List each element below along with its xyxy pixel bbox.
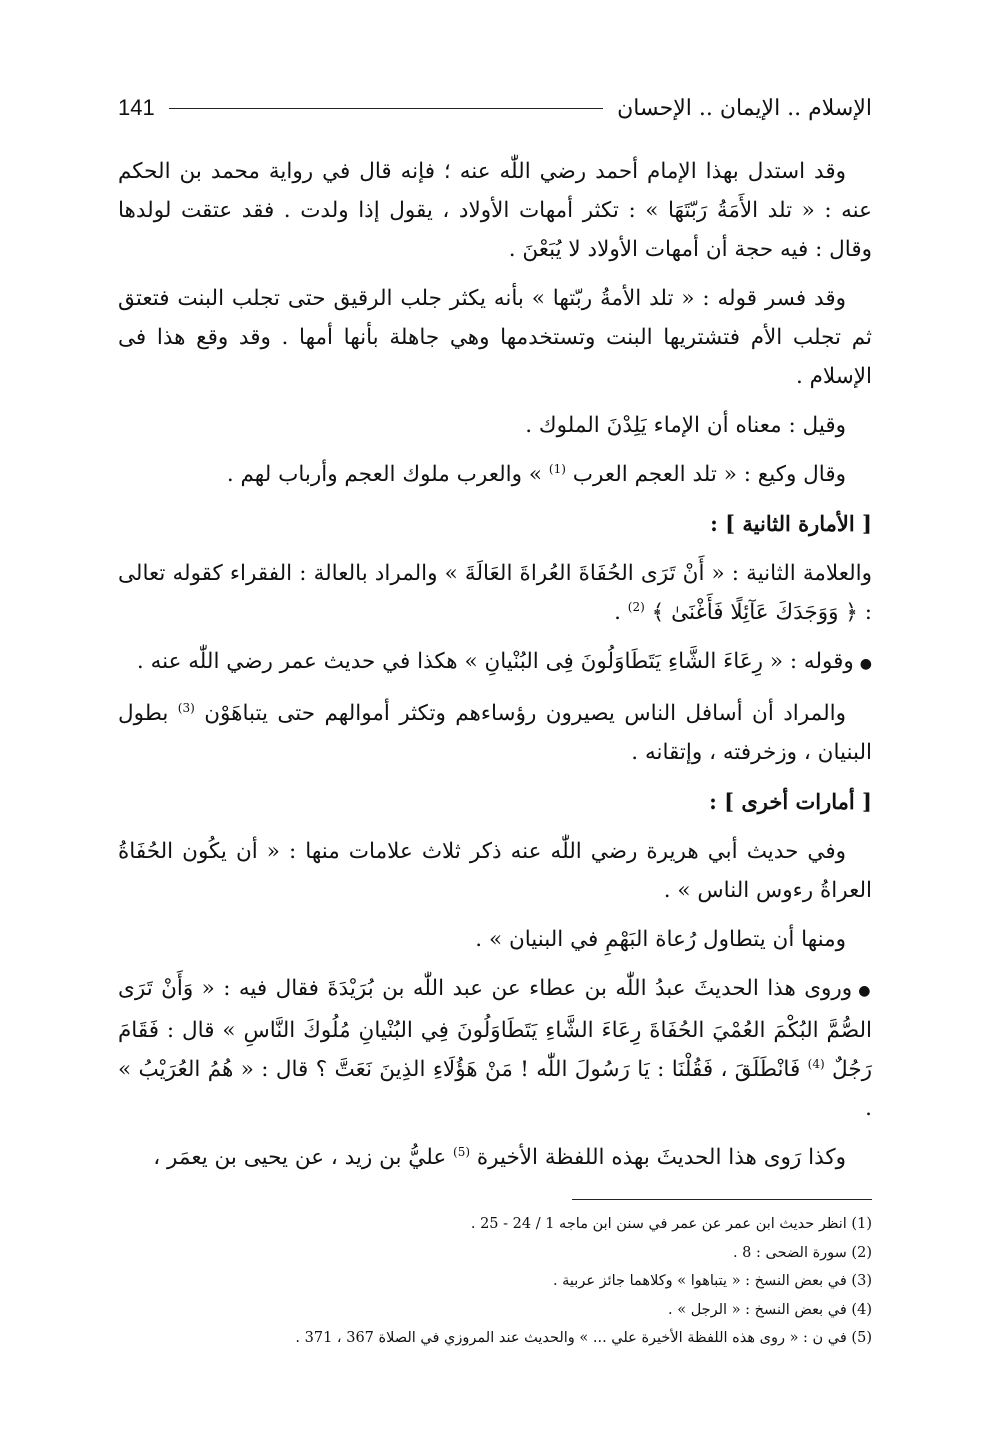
paragraph: وقيل : معناه أن الإماء يَلِدْنَ الملوك . — [525, 413, 846, 438]
paragraph — [118, 969, 872, 1128]
main-text — [118, 152, 872, 1177]
paragraph: وقد استدل بهذا الإمام أحمد رضي اللّٰه عنه ؛ فإنه قال في رواية محمد بن الحكم عنه : « تلد الأَمَةُ رَبّتَهَا » : تكثر أمهات الأولاد ، يقول إذا ولدت . فقد عتقت لولدها وقال : فيه حجة أن أمهات الأولاد لا يُبَعْنَ . — [118, 159, 872, 262]
text-run: فَانْطَلَقَ ، فَقُلْنَا : يَا رَسُولَ اللّٰه ! مَنْ هَؤُلَاءِ الذِينَ نَعَتَّ ؟ قال : « هُمُ العُرَيْبُ » . — [118, 1057, 872, 1121]
footnote-rule — [572, 1199, 872, 1200]
footnote: (5) في ن : « روى هذه اللفظة الأخيرة علي ... » والحديث عند المروزي في الصلاة 367 ، 371 . — [295, 1330, 872, 1346]
paragraph: والعلامة الثانية : « أَنْ تَرَى الحُفَاةَ العُراةَ العَالَةَ » والمراد بالعالة : الفقراء كقوله تعالى : ﴿ وَوَجَدَكَ عَآئِلًا فَأَغْنَىٰ ﴾ $^{(2)}$ . — [118, 561, 872, 625]
text-run: وقال وكيع : « تلد العجم العرب — [572, 462, 846, 487]
footnote-ref: (4) — [807, 1056, 825, 1071]
text-run: وروى هذا الحديثَ عبدُ اللّٰه بن عطاء عن عبد اللّٰه بن بُرَيْدَةَ فقال فيه : « وَأَنْ تَرَى الصُّمَّ البُكْمَ العُمْيَ الحُفَاةَ رِعَاءَ الشَّاءِ يَتَطَاوَلُونَ فِي البُنْيانِ مُلُوكَ النَّاسِ » قال : فَقَامَ رَجُلٌ — [118, 976, 872, 1082]
text-run: وكذا رَوى هذا الحديثَ بهذه اللفظة الأخيرة — [476, 1145, 846, 1170]
footnote: (1) انظر حديث ابن عمر عن عمر في سنن ابن ماجه 1 / 24 - 25 . — [470, 1216, 872, 1232]
quran-verse: ﴿ وَوَجَدَكَ عَآئِلًا فَأَغْنَىٰ ﴾ — [651, 600, 858, 625]
paragraph: وفي حديث أبي هريرة رضي اللّٰه عنه ذكر ثلاث علامات منها : « أن يكُون الحُفَاةُ العراةُ رءوس الناس » . — [118, 839, 872, 903]
paragraph: ومنها أن يتطاول رُعاة البَهْمِ في البنيان » . — [475, 927, 846, 952]
text-run: عليُّ بن زيد ، عن يحيى بن يعمَر ، — [153, 1145, 447, 1170]
text-run: وقوله : « رِعَاءَ الشَّاءِ يَتَطَاوَلُونَ فِى البُنْيانِ » هكذا في حديث عمر رضي اللّٰه عنه . — [136, 649, 854, 674]
footnote: (2) سورة الضحى : 8 . — [732, 1244, 872, 1261]
footnote: (4) في بعض النسخ : « الرجل » . — [668, 1301, 872, 1318]
paragraph — [118, 694, 872, 772]
paragraph: وقد فسر قوله : « تلد الأمةُ ربّتها » بأنه يكثر جلب الرقيق حتى تجلب البنت فتعتق ثم تجلب الأم فتشتريها البنت وتستخدمها وهي جاهلة بأنها أمها . وقد وقع هذا فى الإسلام . — [118, 286, 872, 389]
footnote-ref: (2) — [627, 599, 645, 614]
paragraph — [118, 1138, 872, 1177]
footnotes — [118, 1210, 872, 1353]
text-run: » والعرب ملوك العجم وأرباب لهم . — [226, 462, 543, 487]
header-rule — [169, 108, 603, 109]
paragraph — [118, 642, 872, 684]
paragraph — [118, 455, 872, 494]
section-heading — [118, 504, 872, 544]
text-run: والمراد أن أسافل الناس يصيرون رؤساءهم وتكثر أموالهم حتى يتباهَوْن — [204, 701, 846, 726]
footnote-ref: (5) — [453, 1144, 471, 1159]
text-run: بطول البنيان ، وزخرفته ، وإتقانه . — [118, 701, 872, 765]
page-number: 141 — [118, 95, 155, 120]
footnote-ref: (3) — [177, 700, 195, 715]
footnote-ref: (1) — [548, 461, 566, 476]
book-page — [118, 86, 872, 1353]
footnote: (3) في بعض النسخ : « يتباهوا » وكلاهما جائز عربية . — [552, 1273, 872, 1289]
bullet-icon: ● — [859, 656, 872, 672]
heading-text: [ الأمارة الثانية ] : — [710, 511, 872, 536]
text-run: والعلامة الثانية : « أَنْ تَرَى الحُفَاةَ العُراةَ العَالَةَ » والمراد بالعالة : الفقراء كقوله تعالى : — [118, 561, 872, 625]
running-header — [118, 86, 872, 130]
running-title: الإسلام .. الإيمان .. الإحسان — [617, 95, 872, 121]
bullet-icon: ● — [858, 983, 872, 999]
section-heading — [118, 782, 872, 822]
heading-text: [ أمارات أخرى ] : — [709, 789, 872, 814]
